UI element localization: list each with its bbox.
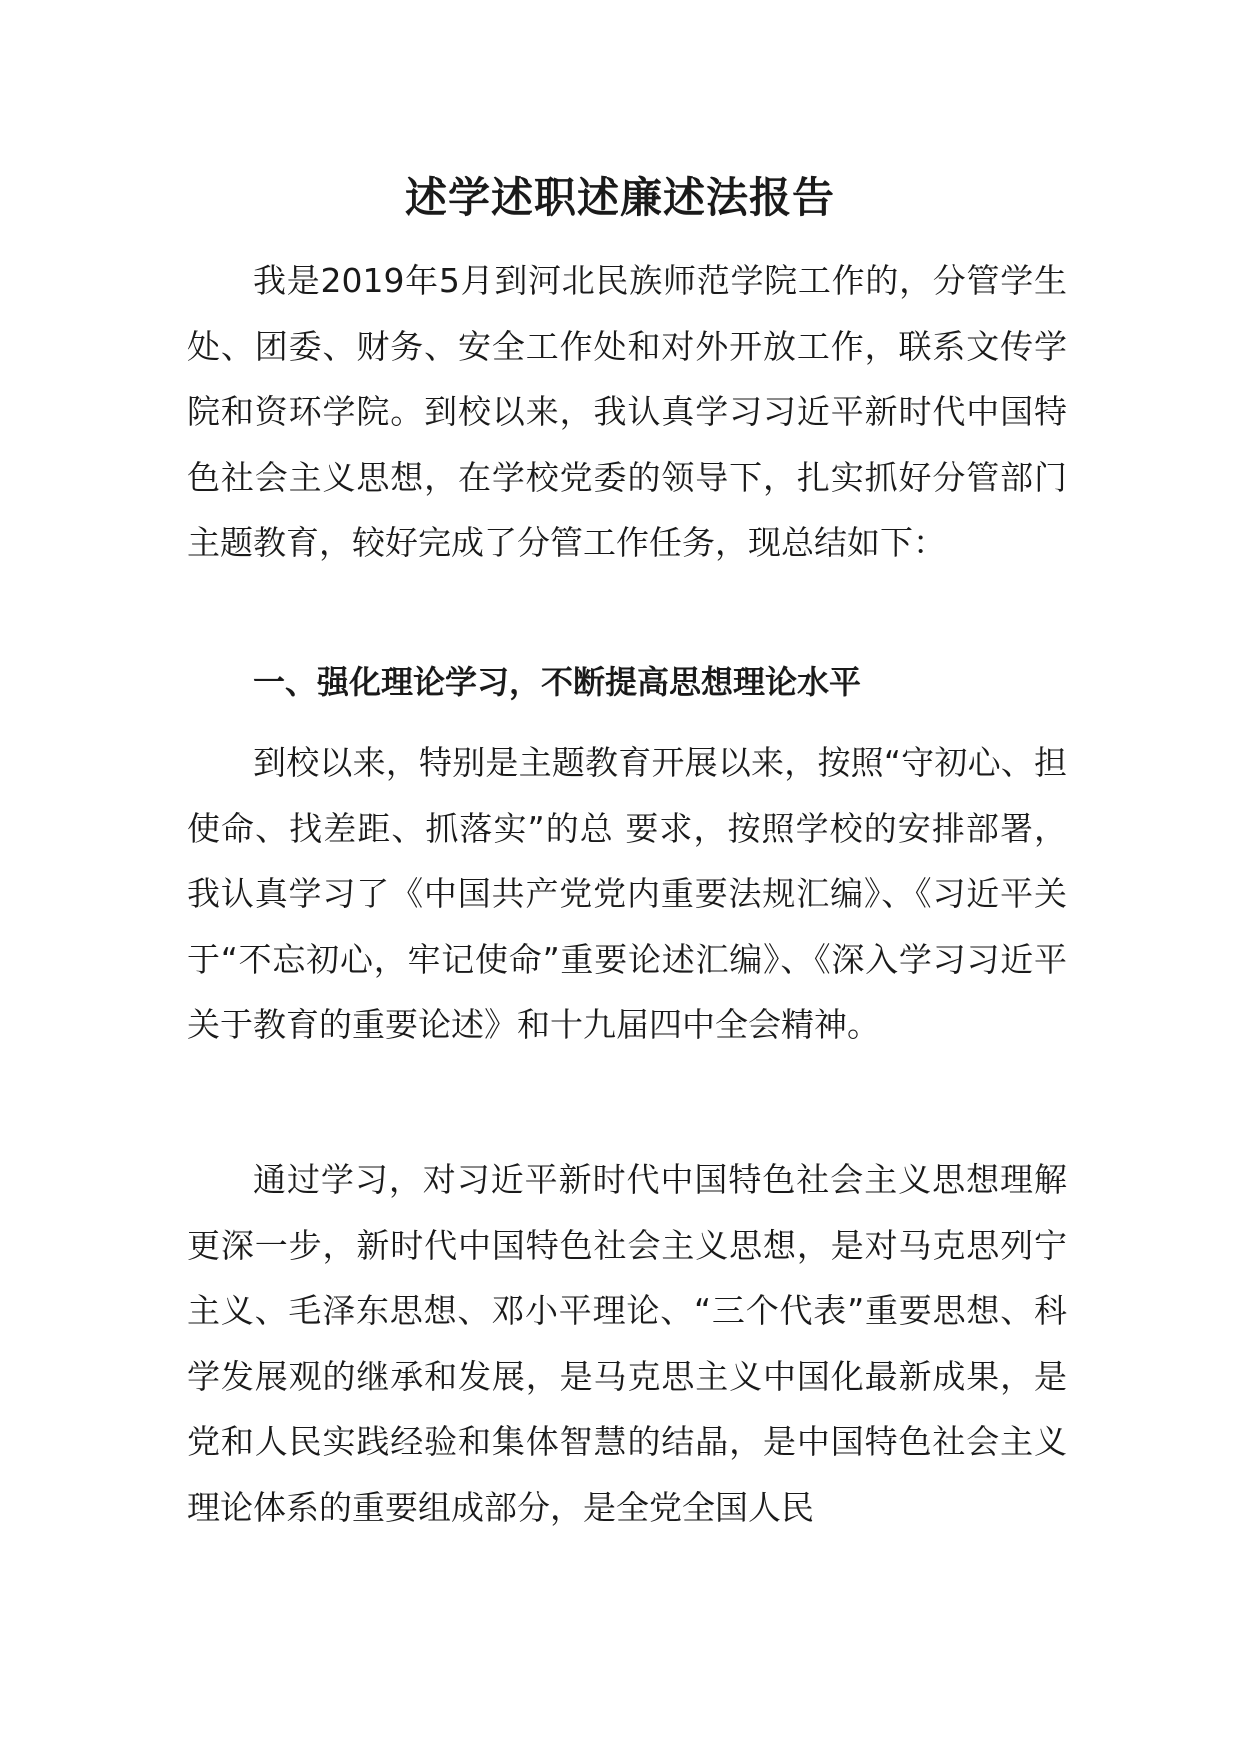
section-heading-1: 一、强化理论学习，不断提高思想理论水平	[253, 663, 862, 701]
paragraph-study: 到校以来，特别是主题教育开展以来，按照“守初心、担使命、找差距、抓落实”的总 要求，按照学校的安排部署，我认真学习了《中国共产党党内重要法规汇编》、《习近平关于“不忘初心，牢记使命”重要论述汇编》、《深入学习习近平关于教育的重要论述》和十九届四中全会精神。	[187, 743, 1067, 1044]
document-title: 述学述职述廉述法报告	[404, 173, 835, 222]
paragraph-intro: 我是2019年5月到河北民族师范学院工作的，分管学生处、团委、财务、安全工作处和对外开放工作，联系文传学院和资环学院。到校以来，我认真学习习近平新时代中国特色社会主义思想，在学校党委的领导下，扎实抓好分管部门主题教育，较好完成了分管工作任务，现总结如下：	[187, 261, 1067, 562]
paragraph-understanding: 通过学习，对习近平新时代中国特色社会主义思想理解更深一步，新时代中国特色社会主义思想，是对马克思列宁主义、毛泽东思想、邓小平理论、“三个代表”重要思想、科学发展观的继承和发展，是马克思主义中国化最新成果，是党和人民实践经验和集体智慧的结晶，是中国特色社会主义理论体系的重要组成部分，是全党全国人民	[187, 1160, 1067, 1527]
